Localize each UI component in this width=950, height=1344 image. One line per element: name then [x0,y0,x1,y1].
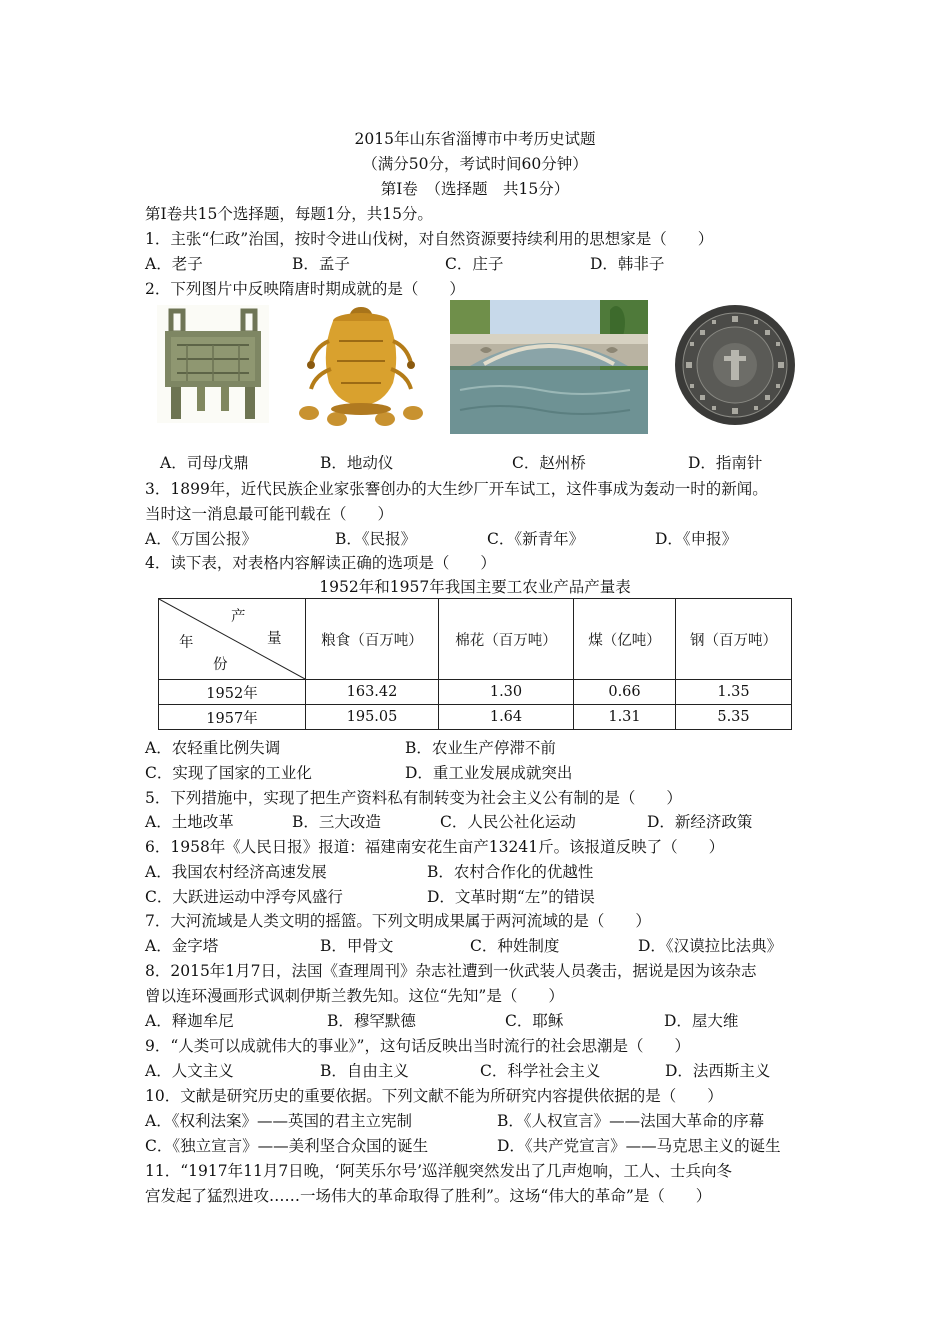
question-4-option-b: B．农业生产停滞不前 [405,739,556,757]
question-5-stem: 5．下列措施中，实现了把生产资料私有制转变为社会主义公有制的是（ ） [145,789,682,807]
question-9-stem: 9．“人类可以成就伟大的事业》”，这句话反映出当时流行的社会思潮是（ ） [145,1037,690,1055]
question-1-stem: 1．主张“仁政”治国，按时令进山伐树，对自然资源要持续利用的思想家是（ ） [145,230,714,248]
question-11-stem-line2: 宫发起了猛烈进攻……一场伟大的革命取得了胜利”。这场“伟大的革命”是（ ） [145,1187,712,1205]
question-2-stem: 2．下列图片中反映隋唐时期成就的是（ ） [145,280,465,298]
question-6-option-b: B．农村合作化的优越性 [427,863,594,881]
table-row [159,705,792,730]
corner-label-fen: 份 [213,657,228,673]
question-6-option-c: C．大跃进运动中浮夸风盛行 [145,888,343,906]
table-cell: 0.66 [574,680,676,705]
table-corner-cell [159,599,306,680]
question-11-stem-line1: 11．“1917年11月7日晚，‘阿芙乐尔号’巡洋舰突然发出了几声炮响，工人、士兵向冬 [145,1162,733,1180]
table-header-steel: 钢（百万吨） [676,599,792,680]
question-9-option-a: A．人文主义 [145,1062,234,1080]
question-5-option-b: B．三大改造 [292,813,381,831]
question-3-option-d: D．《申报》 [655,530,738,548]
question-1-option-d: D．韩非子 [590,255,665,273]
question-6-option-d: D．文革时期“左”的错误 [427,888,595,906]
table-header-grain: 粮食（百万吨） [306,599,439,680]
question-7-stem: 7．大河流域是人类文明的摇篮。下列文明成果属于两河流域的是（ ） [145,912,651,930]
question-9-option-c: C．科学社会主义 [480,1062,601,1080]
question-4-option-a: A．农轻重比例失调 [145,739,281,757]
question-9-option-d: D．法西斯主义 [665,1062,771,1080]
corner-label-nian: 年 [179,635,194,651]
question-10-option-c: C．《独立宣言》——美利坚合众国的诞生 [145,1137,429,1155]
production-table [158,598,792,730]
corner-label-chan: 产 [231,609,246,625]
table-cell: 1.31 [574,705,676,730]
question-8-stem-line2: 曾以连环漫画形式讽刺伊斯兰教先知。这位“先知”是（ ） [145,987,564,1005]
table-cell: 195.05 [306,705,439,730]
table-title: 1952年和1957年我国主要工农业产品产量表 [319,578,631,596]
question-8-option-a: A．释迦牟尼 [145,1012,234,1030]
table-cell: 1.64 [439,705,574,730]
question-1-option-a: A．老子 [145,255,203,273]
seismoscope-image [291,301,431,433]
question-3-stem-line2: 当时这一消息最可能刊载在（ ） [145,505,394,523]
table-cell: 1.30 [439,680,574,705]
exam-subtitle: （满分50分，考试时间60分钟） [362,155,588,173]
question-10-stem: 10．文献是研究历史的重要依据。下列文献不能为所研究内容提供依据的是（ ） [145,1087,723,1105]
question-5-option-a: A．土地改革 [145,813,234,831]
table-cell: 5.35 [676,705,792,730]
question-3-stem-line1: 3．1899年，近代民族企业家张謇创办的大生纱厂开车试工，这件事成为轰动一时的新闻。 [145,480,768,498]
question-8-option-d: D．屋大维 [664,1012,739,1030]
question-7-option-b: B．甲骨文 [320,937,394,955]
question-4-stem: 4．读下表，对表格内容解读正确的选项是（ ） [145,554,496,572]
question-9-option-b: B．自由主义 [320,1062,409,1080]
compass-sinan-image [672,302,798,428]
table-cell: 1.35 [676,680,792,705]
question-2-option-a: A．司母戊鼎 [160,454,249,472]
question-5-option-c: C．人民公社化运动 [440,813,576,831]
table-row-year: 1952年 [159,680,306,705]
question-7-option-c: C．种姓制度 [470,937,560,955]
section-heading: 第Ⅰ卷 （选择题 共15分） [380,180,570,198]
table-cell: 163.42 [306,680,439,705]
table-header-coal: 煤（亿吨） [574,599,676,680]
question-3-option-b: B．《民报》 [335,530,417,548]
question-1-option-b: B．孟子 [292,255,350,273]
question-3-option-a: A．《万国公报》 [145,530,257,548]
question-10-option-a: A．《权利法案》——英国的君主立宪制 [145,1112,412,1130]
question-2-option-b: B．地动仪 [320,454,394,472]
question-3-option-c: C．《新青年》 [487,530,585,548]
table-header-row [159,599,792,680]
zhaozhou-bridge-image [450,300,648,434]
exam-title: 2015年山东省淄博市中考历史试题 [354,130,596,148]
question-4-option-d: D．重工业发展成就突出 [405,764,573,782]
question-4-option-c: C．实现了国家的工业化 [145,764,312,782]
table-row-year: 1957年 [159,705,306,730]
bronze-ding-image [157,305,269,423]
table-header-cotton: 棉花（百万吨） [439,599,574,680]
question-10-option-b: B．《人权宣言》——法国大革命的序幕 [497,1112,765,1130]
question-7-option-d: D．《汉谟拉比法典》 [638,937,783,955]
question-6-stem: 6．1958年《人民日报》报道：福建南安花生亩产13241斤。该报道反映了（ ） [145,838,725,856]
question-1-option-c: C．庄子 [445,255,504,273]
question-5-option-d: D．新经济政策 [647,813,753,831]
question-8-option-b: B．穆罕默德 [327,1012,416,1030]
table-row [159,680,792,705]
question-2-option-d: D．指南针 [688,454,763,472]
question-2-option-c: C．赵州桥 [512,454,586,472]
section-intro: 第Ⅰ卷共15个选择题，每题1分，共15分。 [145,205,433,223]
question-8-option-c: C．耶稣 [505,1012,564,1030]
question-10-option-d: D．《共产党宣言》——马克思主义的诞生 [497,1137,781,1155]
question-6-option-a: A．我国农村经济高速发展 [145,863,327,881]
corner-label-liang: 量 [267,631,282,647]
question-8-stem-line1: 8．2015年1月7日，法国《查理周刊》杂志社遭到一伙武装人员袭击，据说是因为该杂志 [145,962,757,980]
question-7-option-a: A．金字塔 [145,937,219,955]
